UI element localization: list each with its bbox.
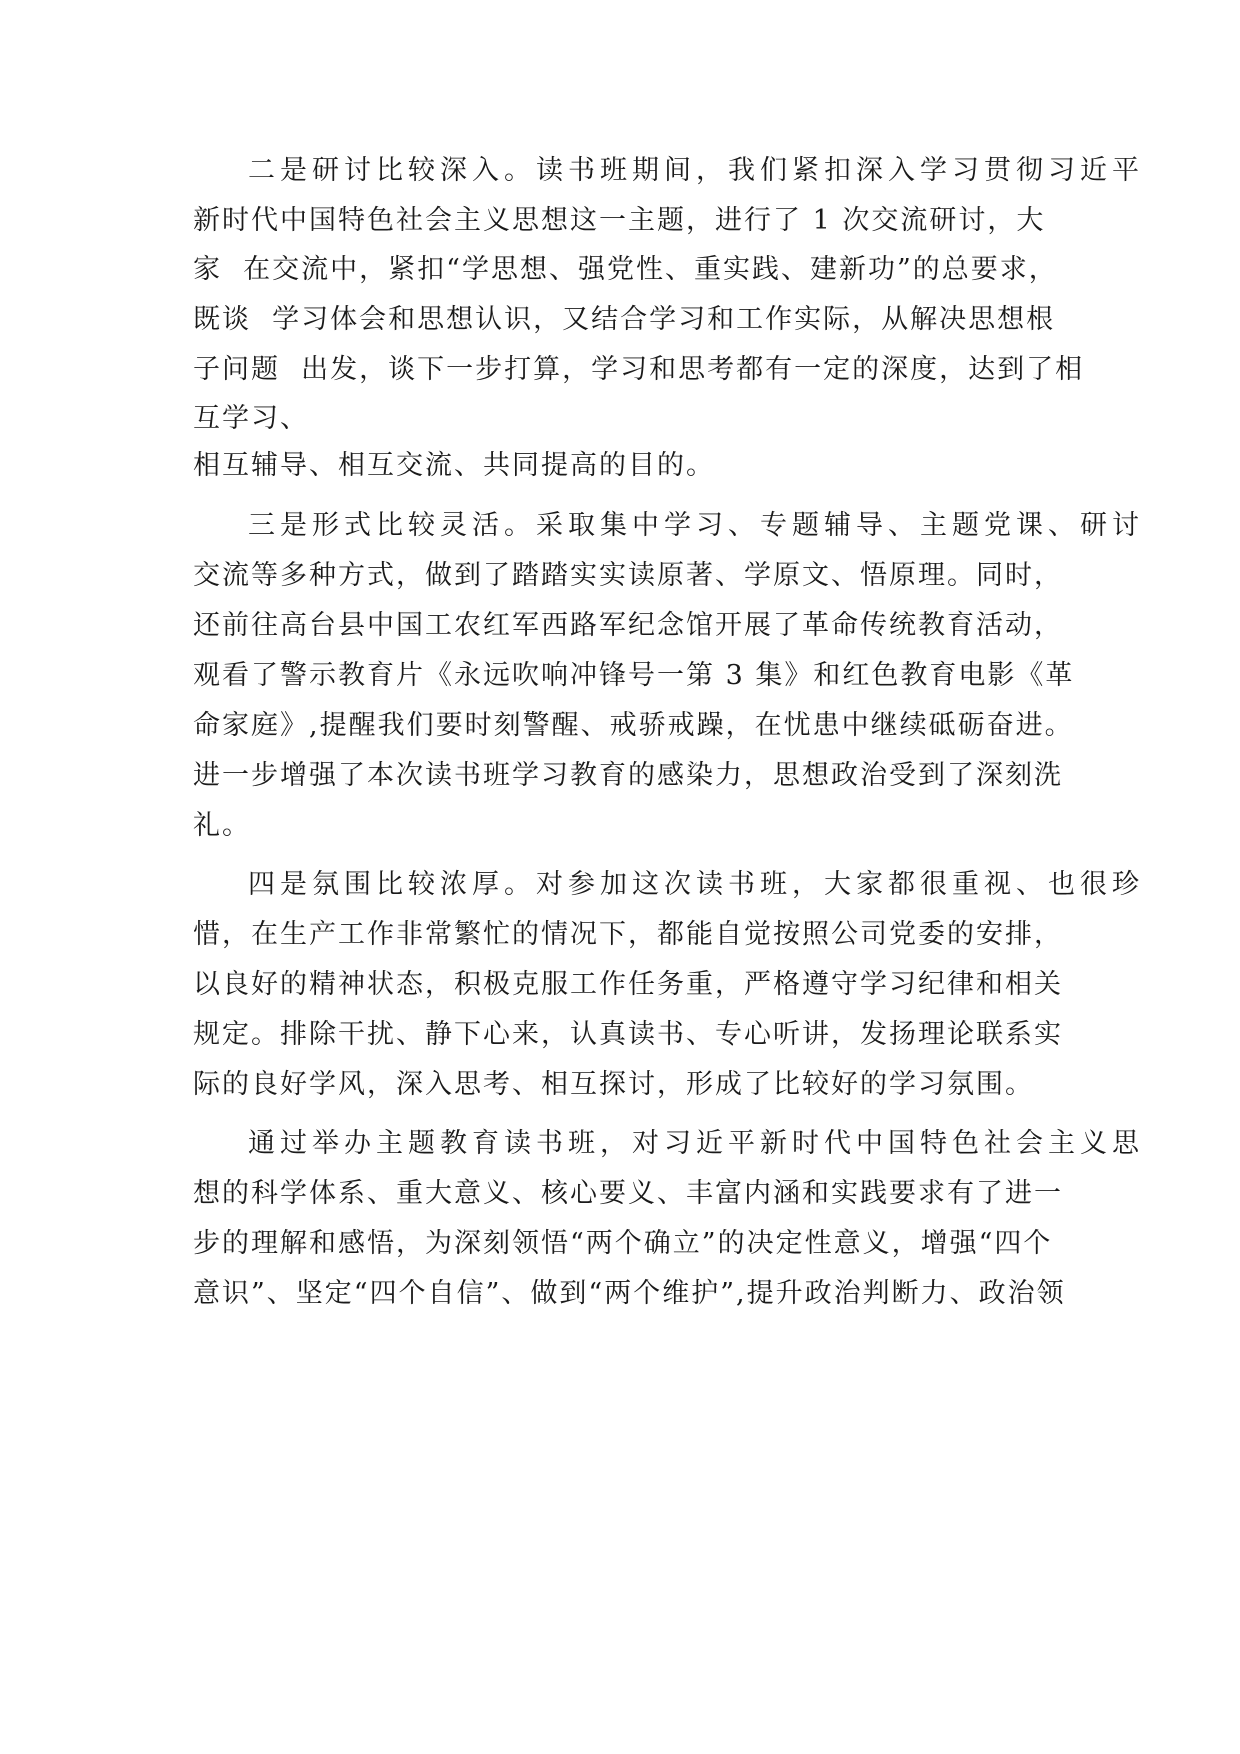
paragraph-line: 命家庭》,提醒我们要时刻警醒、戒骄戒躁，在忧患中继续砥砺奋进。: [193, 710, 1074, 741]
paragraph-line: 礼。: [193, 810, 251, 841]
paragraph-line: 想的科学体系、重大意义、核心要义、丰富内涵和实践要求有了进一: [193, 1178, 1063, 1209]
paragraph-line: 际的良好学风，深入思考、相互探讨，形成了比较好的学习氛围。: [193, 1069, 1034, 1100]
paragraph-line: 四是氛围比较浓厚。对参加这次读书班，大家都很重视、也很珍: [248, 869, 1144, 900]
paragraph-line: 步的理解和感悟，为深刻领悟“两个确立”的决定性意义，增强“四个: [193, 1228, 1053, 1259]
paragraph-line: 还前往高台县中国工农红军西路军纪念馆开展了革命传统教育活动，: [193, 610, 1063, 641]
paragraph-line: 相互辅导、相互交流、共同提高的目的。: [193, 450, 715, 481]
paragraph-line: 互学习、: [193, 403, 309, 434]
paragraph-line: 家 在交流中，紧扣“学思想、强党性、重实践、建新功”的总要求，: [193, 254, 1058, 285]
paragraph-line: 子问题 出发，谈下一步打算，学习和思考都有一定的深度，达到了相: [193, 354, 1085, 385]
paragraph-line: 二是研讨比较深入。读书班期间，我们紧扣深入学习贯彻习近平: [248, 155, 1144, 186]
paragraph-line: 观看了警示教育片《永远吹响冲锋号一第 3 集》和红色教育电影《革: [193, 660, 1075, 691]
paragraph-line: 三是形式比较灵活。采取集中学习、专题辅导、主题党课、研讨: [248, 510, 1144, 541]
paragraph-line: 交流等多种方式，做到了踏踏实实读原著、学原文、悟原理。同时，: [193, 560, 1063, 591]
paragraph-line: 通过举办主题教育读书班，对习近平新时代中国特色社会主义思: [248, 1128, 1144, 1159]
paragraph-line: 进一步增强了本次读书班学习教育的感染力，思想政治受到了深刻洗: [193, 760, 1063, 791]
paragraph-line: 既谈 学习体会和思想认识，又结合学习和工作实际，从解决思想根: [193, 304, 1056, 335]
paragraph-line: 新时代中国特色社会主义思想这一主题，进行了 1 次交流研讨，大: [193, 205, 1046, 236]
paragraph-line: 惜，在生产工作非常繁忙的情况下，都能自觉按照公司党委的安排，: [193, 919, 1063, 950]
paragraph-line: 以良好的精神状态，积极克服工作任务重，严格遵守学习纪律和相关: [193, 969, 1063, 1000]
paragraph-line: 意识”、坚定“四个自信”、做到“两个维护”,提升政治判断力、政治领: [193, 1278, 1066, 1309]
paragraph-line: 规定。排除干扰、静下心来，认真读书、专心听讲，发扬理论联系实: [193, 1019, 1063, 1050]
